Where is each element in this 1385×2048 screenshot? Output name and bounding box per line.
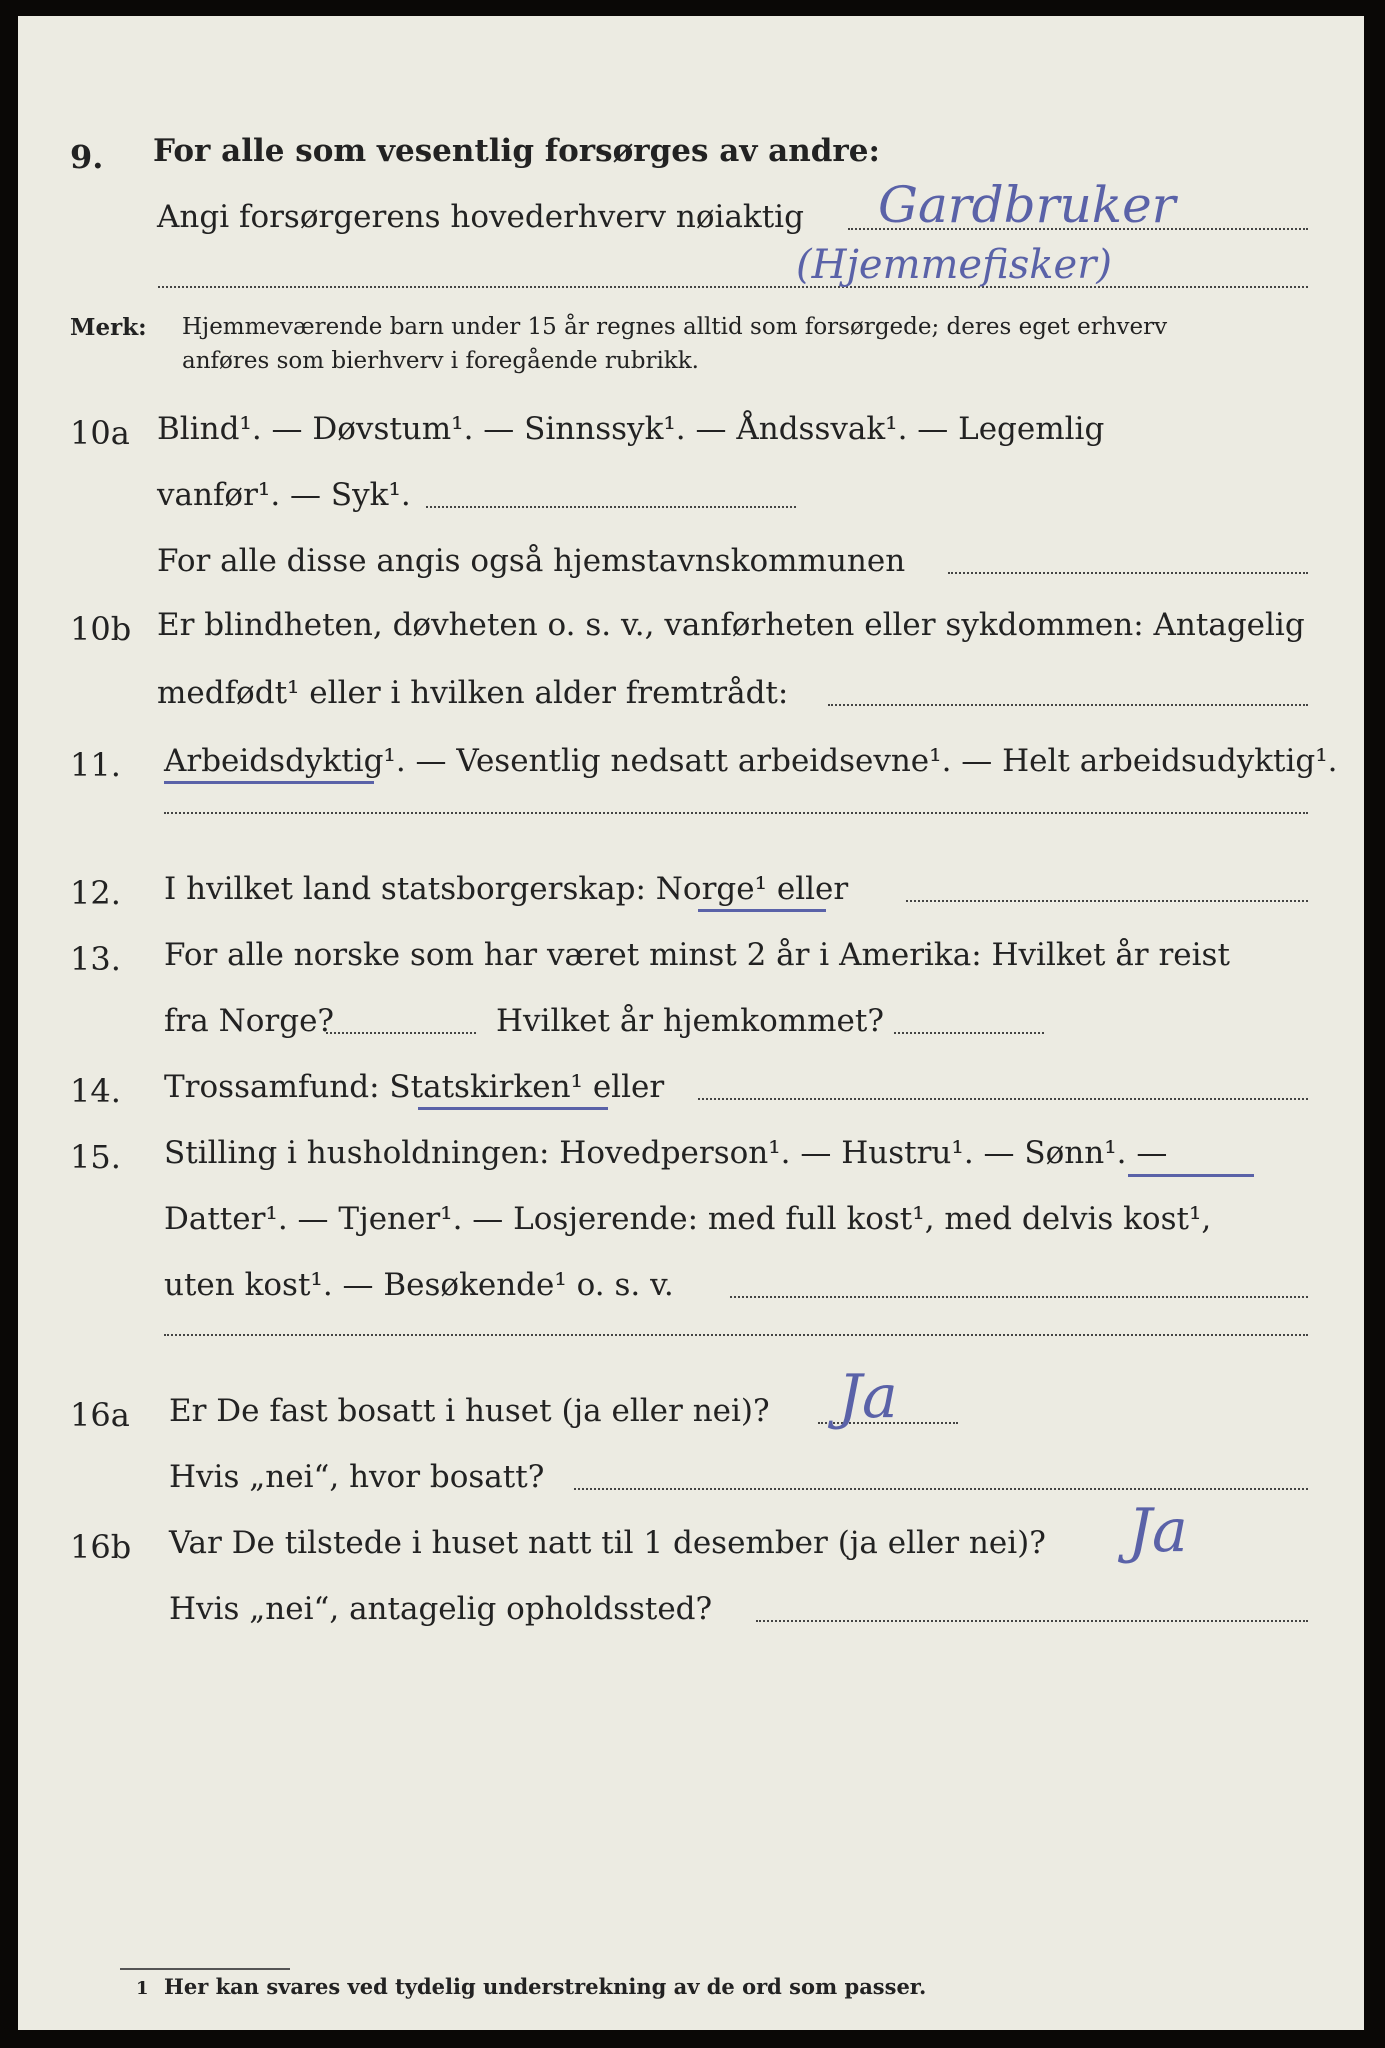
q16b-handwritten-answer: Ja: [1128, 1496, 1188, 1566]
q10a-line-2: vanfør¹. — Syk¹.: [157, 477, 411, 513]
q12-number: 12.: [70, 874, 121, 912]
q13-line-1: For alle norske som har været minst 2 år i Amerika: Hvilket år reist: [164, 937, 1230, 973]
q11-fill-line: [164, 812, 1308, 814]
q15-line-1: Stilling i husholdningen: Hovedperson¹. — Hustru¹. — Sønn¹. —: [164, 1135, 1168, 1171]
q10b-line-1: Er blindheten, døvheten o. s. v., vanførheten eller sykdommen: Antagelig: [157, 607, 1305, 643]
q16a-line-1: Er De fast bosatt i huset (ja eller nei)?: [169, 1393, 770, 1429]
q10a-fill-line-2: [948, 572, 1308, 574]
q14-underline-mark: [418, 1107, 608, 1110]
q15-fill-line-1: [730, 1296, 1308, 1298]
merk-line-2: anføres som bierhverv i foregående rubrikk.: [182, 348, 699, 374]
q15-underline-mark: [1128, 1174, 1254, 1177]
q10a-fill-line-1: [426, 506, 796, 508]
q15-line-3: uten kost¹. — Besøkende¹ o. s. v.: [164, 1267, 674, 1303]
q16b-number: 16b: [70, 1528, 132, 1566]
q11-number: 11.: [70, 746, 121, 784]
q16b-line-1: Var De tilstede i huset natt til 1 desember (ja eller nei)?: [169, 1525, 1046, 1561]
q9-handwritten-answer-1: Gardbruker: [878, 176, 1176, 234]
footnote-mark: 1: [136, 1978, 149, 1999]
q15-line-2: Datter¹. — Tjener¹. — Losjerende: med full kost¹, med delvis kost¹,: [164, 1201, 1212, 1237]
q9-fill-line-2: [158, 286, 1308, 288]
q12-underline-mark: [698, 909, 826, 912]
q16a-line-2: Hvis „nei“, hvor bosatt?: [169, 1459, 545, 1495]
q10b-line-2: medfødt¹ eller i hvilken alder fremtrådt:: [157, 675, 789, 711]
q9-handwritten-answer-2: (Hjemmefisker): [796, 242, 1112, 288]
q9-number: 9.: [70, 138, 104, 176]
q15-number: 15.: [70, 1138, 121, 1176]
q11-underline-mark: [164, 781, 374, 784]
q16a-fill-line-2: [574, 1488, 1308, 1490]
q14-line-1: Trossamfund: Statskirken¹ eller: [164, 1069, 665, 1105]
footnote-rule: [120, 1968, 290, 1970]
q12-line-1: I hvilket land statsborgerskap: Norge¹ eller: [164, 871, 849, 907]
q13-line-2a: fra Norge?: [164, 1003, 335, 1039]
q16b-line-2: Hvis „nei“, antagelig opholdssted?: [169, 1591, 713, 1627]
q13-line-2b: Hvilket år hjemkommet?: [496, 1003, 884, 1039]
q10a-number: 10a: [70, 414, 130, 452]
q10b-number: 10b: [70, 610, 132, 648]
q11-line-1: Arbeidsdyktig¹. — Vesentlig nedsatt arbeidsevne¹. — Helt arbeidsudyktig¹.: [164, 743, 1338, 779]
footnote-text: Her kan svares ved tydelig understrekning av de ord som passer.: [164, 1974, 927, 1999]
q13-fill-line-1: [326, 1032, 476, 1034]
q16a-handwritten-answer: Ja: [838, 1362, 898, 1432]
q15-fill-line-2: [164, 1334, 1308, 1336]
q9-question: Angi forsørgerens hovederhverv nøiaktig: [157, 199, 804, 235]
q9-title: For alle som vesentlig forsørges av andre:: [153, 133, 880, 169]
q10a-line-3: For alle disse angis også hjemstavnskommunen: [157, 543, 906, 579]
q16a-number: 16a: [70, 1396, 130, 1434]
q13-fill-line-2: [894, 1032, 1044, 1034]
merk-label: Merk:: [70, 314, 147, 341]
q12-fill-line: [906, 900, 1308, 902]
q14-fill-line: [698, 1098, 1308, 1100]
q10a-line-1: Blind¹. — Døvstum¹. — Sinnssyk¹. — Åndssvak¹. — Legemlig: [157, 411, 1105, 447]
q13-number: 13.: [70, 940, 121, 978]
census-form-page: [18, 16, 1364, 2030]
q10b-fill-line: [828, 704, 1308, 706]
q16b-fill-line: [756, 1620, 1308, 1622]
q14-number: 14.: [70, 1072, 121, 1110]
merk-line-1: Hjemmeværende barn under 15 år regnes alltid som forsørgede; deres eget erhverv: [182, 314, 1168, 340]
